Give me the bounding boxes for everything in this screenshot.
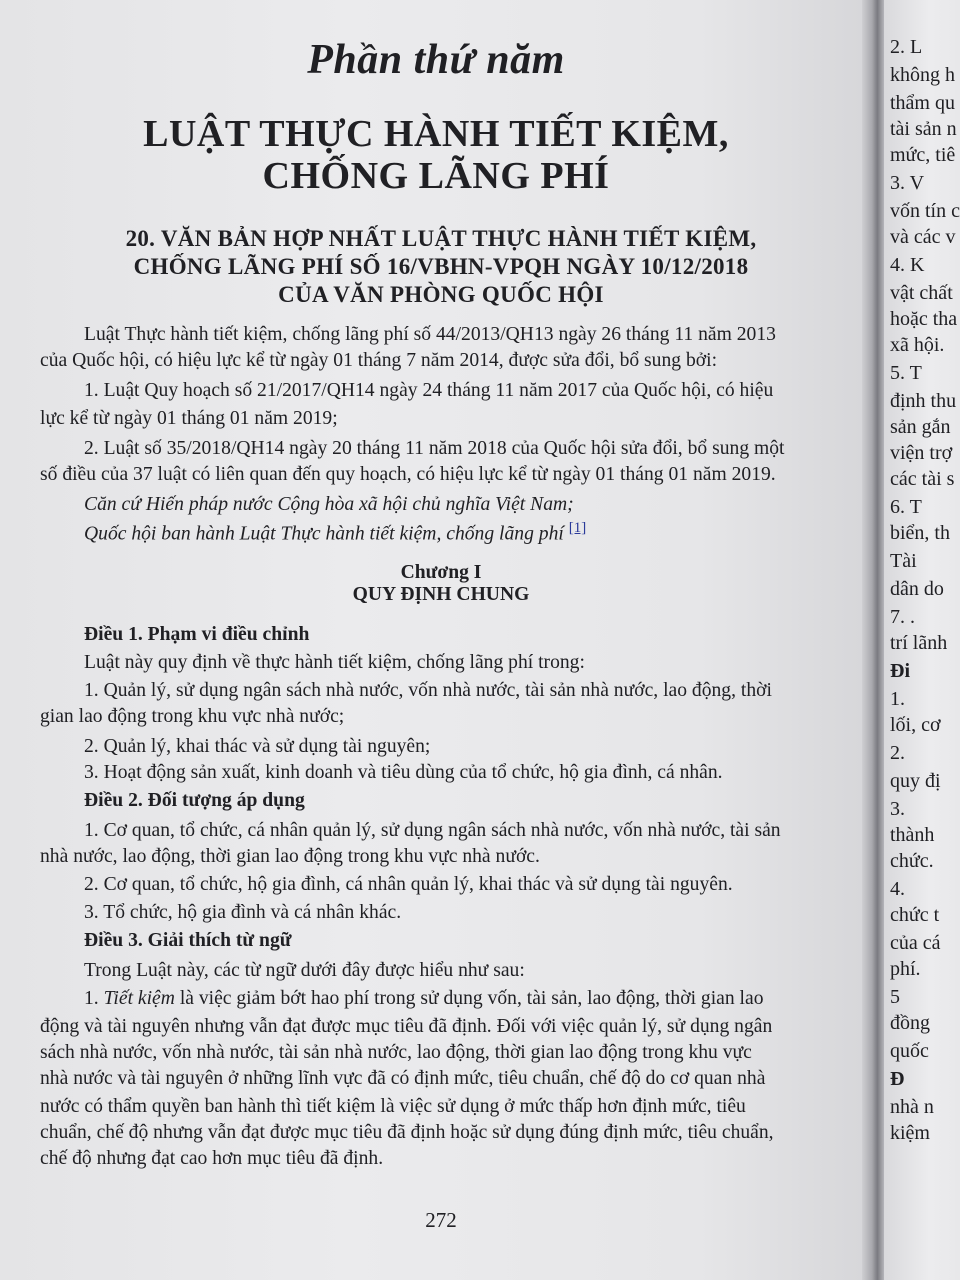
book-gutter [862,0,884,1280]
intro-line: của Quốc hội, có hiệu lực kể từ ngày 01 tháng 7 năm 2014, được sửa đổi, bổ sung bởi: [40,350,718,371]
right-fragment: 2. L [890,36,923,58]
right-fragment: chức. [890,850,934,872]
article-2-heading: Điều 2. Đối tượng áp dụng [84,790,305,811]
term-number: 1. [84,988,99,1009]
article-3-term-line [84,988,764,1010]
basis-text: Quốc hội ban hành Luật Thực hành tiết kiệm, chống lãng phí [84,523,564,545]
right-fragment: 6. T [890,496,922,518]
right-fragment: đồng [890,1012,930,1034]
article-1-line: Luật này quy định về thực hành tiết kiệm, chống lãng phí trong: [84,652,585,673]
article-1-line: 3. Hoạt động sản xuất, kinh doanh và tiêu dùng của tổ chức, hộ gia đình, cá nhân. [84,762,723,783]
doc-heading-line-1: 20. VĂN BẢN HỢP NHẤT LUẬT THỰC HÀNH TIẾT KIỆM, [125,226,757,251]
right-fragment: biển, th [890,522,950,544]
part-title: Phần thứ năm [307,37,565,83]
article-2-line: 2. Cơ quan, tổ chức, hộ gia đình, cá nhân quản lý, khai thác và sử dụng tài nguyên. [84,874,733,895]
right-fragment: vật chất [890,282,953,304]
right-fragment: quốc [890,1040,929,1062]
page-number: 272 [425,1208,457,1232]
right-fragment: 2. [890,742,905,764]
right-fragment: dân do [890,578,944,600]
article-2-line: 3. Tổ chức, hộ gia đình và cá nhân khác. [84,902,402,923]
article-1-line: 1. Quản lý, sử dụng ngân sách nhà nước, vốn nhà nước, tài sản nhà nước, lao động, thời [84,680,772,701]
doc-heading-line-3: CỦA VĂN PHÒNG QUỐC HỘI [278,282,604,307]
intro-line: 1. Luật Quy hoạch số 21/2017/QH14 ngày 24 tháng 11 năm 2017 của Quốc hội, có hiệu [84,380,774,401]
term-word: Tiết kiệm [103,988,175,1009]
right-fragment: Tài [890,550,917,572]
article-1-heading: Điều 1. Phạm vi điều chỉnh [84,624,310,645]
chapter-label: Chương I [400,562,482,583]
right-fragment: mức, tiê [890,144,956,166]
right-fragment: 1. [890,688,905,710]
footnote-link[interactable]: [1] [568,520,587,536]
right-fragment: 4. K [890,254,925,276]
article-3-line: nước có thẩm quyền ban hành thì tiết kiệm là việc sử dụng ở mức thấp hơn định mức, tiêu [40,1096,746,1117]
right-fragment: tài sản n [890,118,957,140]
intro-line: lực kể từ ngày 01 tháng 01 năm 2019; [40,408,338,429]
right-fragment: viện trợ [890,442,953,464]
right-fragment: và các v [890,226,956,248]
basis-line-2 [84,520,586,546]
intro-line: 2. Luật số 35/2018/QH14 ngày 20 tháng 11 năm 2018 của Quốc hội sửa đổi, bổ sung một [84,438,785,459]
right-fragment: xã hội. [890,334,945,356]
chapter-title: QUY ĐỊNH CHUNG [352,584,530,605]
right-fragment: Đ [890,1068,905,1090]
right-fragment: Đi [890,660,910,682]
right-fragment: sản gắn [890,416,951,438]
right-fragment: của cá [890,932,941,954]
right-fragment: quy đị [890,770,941,792]
article-1-line: gian lao động trong khu vực nhà nước; [40,706,345,727]
article-2-line: 1. Cơ quan, tổ chức, cá nhân quản lý, sử dụng ngân sách nhà nước, vốn nhà nước, tài sản [84,820,781,841]
right-page-edge [884,0,960,1280]
article-3-line: chuẩn, chế độ nhưng vẫn đạt được mục tiêu đã định hoặc sử dụng đúng định mức, tiêu chuẩn, [40,1122,774,1143]
article-3-line: nhà nước và tài nguyên ở những lĩnh vực đã có định mức, tiêu chuẩn, chế độ do cơ quan nhà [40,1068,766,1089]
article-1-line: 2. Quản lý, khai thác và sử dụng tài nguyên; [84,736,431,757]
right-fragment: 7. . [890,606,915,628]
article-3-line: động và tài nguyên nhưng vẫn đạt được mục tiêu đã định. Đối với việc quản lý, sử dụng ngân [40,1016,773,1037]
right-fragment: 5 [890,986,900,1008]
right-fragment: lối, cơ [890,714,941,736]
right-fragment: 3. [890,798,905,820]
article-3-line: chế độ nhưng đạt cao hơn mục tiêu đã định. [40,1148,384,1169]
article-3-intro: Trong Luật này, các từ ngữ dưới đây được hiểu như sau: [84,960,525,981]
term-definition: là việc giảm bớt hao phí trong sử dụng vốn, tài sản, lao động, thời gian lao [179,988,764,1009]
intro-line: Luật Thực hành tiết kiệm, chống lãng phí số 44/2013/QH13 ngày 26 tháng 11 năm 2013 [84,324,776,345]
intro-line: số điều của 37 luật có liên quan đến quy hoạch, có hiệu lực kể từ ngày 01 tháng 01 năm 2019. [40,464,776,485]
right-fragment: không h [890,64,955,86]
right-fragment: các tài s [890,468,955,490]
law-title-line-1: LUẬT THỰC HÀNH TIẾT KIỆM, [143,113,729,155]
basis-line: Căn cứ Hiến pháp nước Cộng hòa xã hội chủ nghĩa Việt Nam; [84,494,574,515]
doc-heading-line-2: CHỐNG LÃNG PHÍ SỐ 16/VBHN-VPQH NGÀY 10/12/2018 [133,254,749,279]
article-3-line: sách nhà nước, vốn nhà nước, tài sản nhà nước, lao động, thời gian lao động trong khu vực [40,1042,752,1063]
right-fragment: 4. [890,878,905,900]
article-2-line: nhà nước, lao động, thời gian lao động trong khu vực nhà nước. [40,846,540,867]
article-3-heading: Điều 3. Giải thích từ ngữ [84,930,292,951]
right-fragment: vốn tín c [890,200,960,222]
right-fragment: định thu [890,390,957,412]
right-fragment: nhà n [890,1096,934,1118]
right-fragment: hoặc tha [890,308,958,330]
right-fragment: trí lãnh [890,632,948,654]
right-fragment: 3. V [890,172,925,194]
right-fragment: thẩm qu [890,92,955,114]
right-fragment: 5. T [890,362,922,384]
right-fragment: thành [890,824,935,846]
right-fragment: chức t [890,904,940,926]
law-title-line-2: CHỐNG LÃNG PHÍ [262,155,610,197]
right-fragment: phí. [890,958,921,980]
right-fragment: kiệm [890,1122,930,1144]
